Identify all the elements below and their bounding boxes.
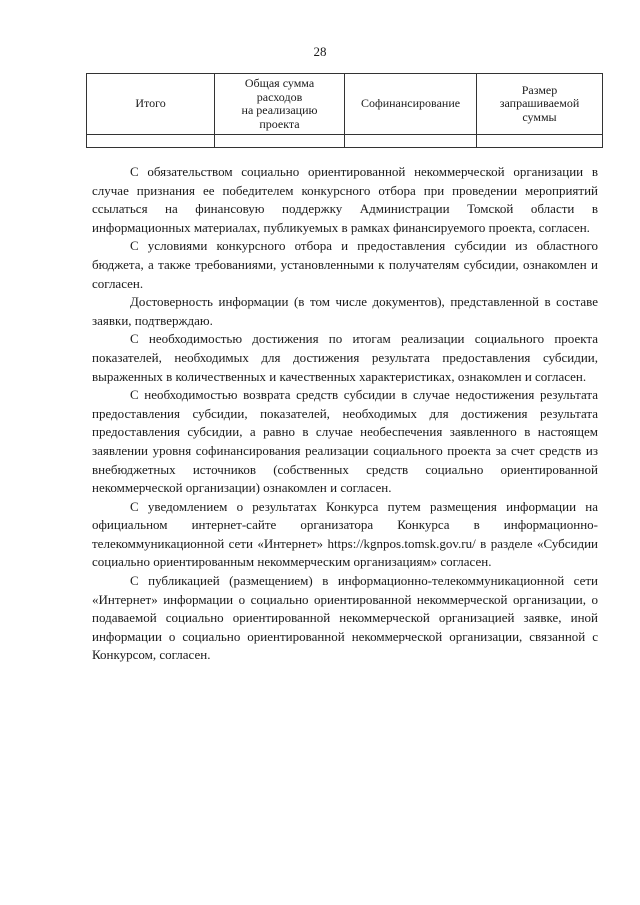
paragraph-publicity-obligation: С обязательством социально ориентированной некоммерческой организации в случае признания ее победителем конкурсного отбора при проведении мероприятий ссылаться на финансовую поддержку Администрации Томской области в информационных материалах, публикуемых в рамках финансируемого проекта, согласен.: [92, 164, 598, 235]
empty-cell: [87, 135, 215, 148]
table-row-empty: [87, 135, 603, 148]
cofinancing-header-cell: Софинансирование: [345, 74, 477, 135]
summary-table: [86, 73, 603, 148]
paragraph-subsidy-conditions: С условиями конкурсного отбора и предоставления субсидии из областного бюджета, а также требованиями, установленными к получателям субсидии, ознакомлен и согласен.: [92, 238, 598, 291]
paragraph-subsidy-return: С необходимостью возврата средств субсидии в случае недостижения результата предоставления субсидии, показателей, необходимых для достижения результата предоставления субсидии, а равно в случае необеспечения заявленного в настоящем заявлении уровня софинансирования реализации социального проекта за счет средств из внебюджетных источников (собственных средств социально ориентированной некоммерческой организации) ознакомлен и согласен.: [92, 387, 598, 496]
total-label-cell: Итого: [87, 74, 215, 135]
empty-cell: [215, 135, 345, 148]
table-row: [87, 74, 603, 135]
empty-cell: [477, 135, 603, 148]
total-expenses-header-cell: Общая сумма расходов на реализацию проекта: [215, 74, 345, 135]
paragraph-indicators: С необходимостью достижения по итогам реализации социального проекта показателей, необходимых для достижения результата предоставления субсидии, выраженных в количественных и качественных характеристиках, ознакомлен и согласен.: [92, 331, 598, 384]
body-text: [92, 163, 598, 665]
paragraph-information-accuracy: Достоверность информации (в том числе документов), представленной в составе заявки, подтверждаю.: [92, 294, 598, 328]
paragraph-publication-consent: С публикацией (размещением) в информационно-телекоммуникационной сети «Интернет» информации о социально ориентированной некоммерческой организации, о подаваемой социально ориентированной некоммерческой организацией заявке, иной информации о социально ориентированной некоммерческой организации, связанной с Конкурсом, согласен.: [92, 573, 598, 663]
paragraph-results-notice: С уведомлением о результатах Конкурса путем размещения информации на официальном интернет-сайте организатора Конкурса в информационно-телекоммуникационной сети «Интернет» https://kgnpos.tomsk.gov.ru/ в разделе «Субсидии социально ориентированным некоммерческим организациям» согласен.: [92, 498, 598, 570]
page-number: 28: [313, 44, 327, 59]
requested-amount-header-cell: Размер запрашиваемой суммы: [477, 74, 603, 135]
empty-cell: [345, 135, 477, 148]
